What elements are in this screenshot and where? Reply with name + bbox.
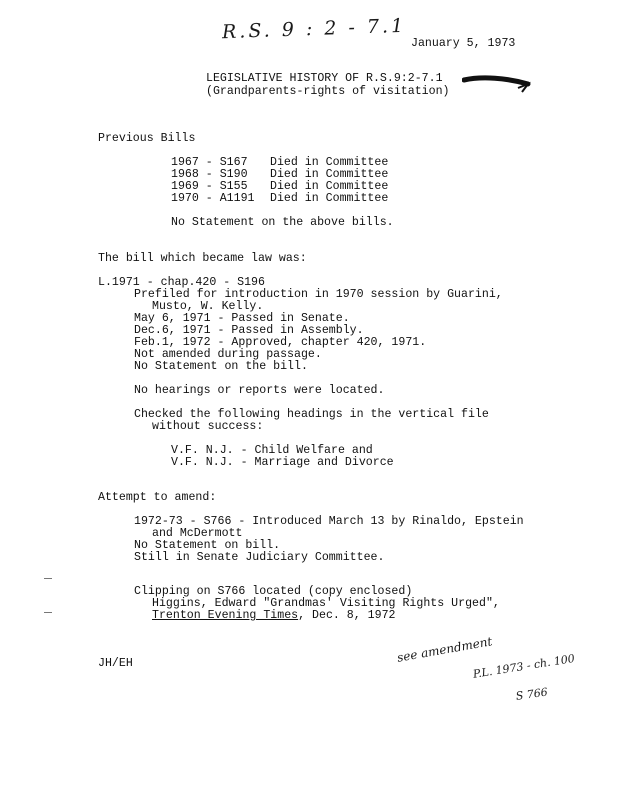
previous-bills-heading: Previous Bills <box>98 132 196 145</box>
amend-bill: 1972-73 - S766 - Introduced March 13 by Rinaldo, Epstein <box>134 515 524 528</box>
amend-status: Still in Senate Judiciary Committee. <box>134 551 385 564</box>
bill-status: Died in Committee <box>270 168 389 181</box>
previous-bills-note: No Statement on the above bills. <box>171 216 394 229</box>
law-citation: L.1971 - chap.420 - S196 <box>98 276 265 289</box>
law-event: No Statement on the bill. <box>134 360 308 373</box>
amend-heading: Attempt to amend: <box>98 491 217 504</box>
clipping-line: Clipping on S766 located (copy enclosed) <box>134 585 413 598</box>
scan-edge-mark <box>44 578 52 579</box>
document-date: January 5, 1973 <box>411 37 516 50</box>
bill-row: 1967 - S167 <box>171 156 248 169</box>
clipping-author: Higgins, Edward "Grandmas' Visiting Rights Urged", <box>152 597 500 610</box>
vertical-file-heading: V.F. N.J. - Marriage and Divorce <box>171 456 394 469</box>
bill-status: Died in Committee <box>270 180 389 193</box>
bill-status: Died in Committee <box>270 192 389 205</box>
law-event: Feb.1, 1972 - Approved, chapter 420, 1971. <box>134 336 427 349</box>
hearings-note: No hearings or reports were located. <box>134 384 385 397</box>
checked-headings-result: without success: <box>152 420 264 433</box>
scan-edge-mark <box>44 612 52 613</box>
checked-headings-line: Checked the following headings in the vertical file <box>134 408 489 421</box>
newspaper-name: Trenton Evening Times <box>152 609 299 622</box>
law-event: May 6, 1971 - Passed in Senate. <box>134 312 350 325</box>
handwritten-note-line: P.L. 1973 - ch. 100 <box>472 651 576 681</box>
vertical-file-heading: V.F. N.J. - Child Welfare and <box>171 444 373 457</box>
bill-row: 1969 - S155 <box>171 180 248 193</box>
law-event: Dec.6, 1971 - Passed in Assembly. <box>134 324 364 337</box>
bill-row: 1968 - S190 <box>171 168 248 181</box>
prefiled-sponsors: Musto, W. Kelly. <box>152 300 264 313</box>
initials: JH/EH <box>98 657 133 670</box>
prefiled-line: Prefiled for introduction in 1970 session by Guarini, <box>134 288 503 301</box>
law-event: Not amended during passage. <box>134 348 322 361</box>
handwritten-statute-number: R.S. 9 : 2 - 7.1 <box>221 14 407 44</box>
handwritten-note-line: S 766 <box>515 685 549 703</box>
bill-row: 1970 - A1191 <box>171 192 255 205</box>
amend-statement: No Statement on bill. <box>134 539 281 552</box>
amend-sponsors: and McDermott <box>152 527 243 540</box>
document-subtitle: (Grandparents-rights of visitation) <box>206 85 450 98</box>
bill-status: Died in Committee <box>270 156 389 169</box>
pen-stroke-mark <box>462 72 532 94</box>
document-title: LEGISLATIVE HISTORY OF R.S.9:2-7.1 <box>206 72 443 85</box>
handwritten-note-line: see amendment <box>396 634 494 665</box>
clipping-source: Trenton Evening Times, Dec. 8, 1972 <box>152 609 396 622</box>
law-intro: The bill which became law was: <box>98 252 307 265</box>
